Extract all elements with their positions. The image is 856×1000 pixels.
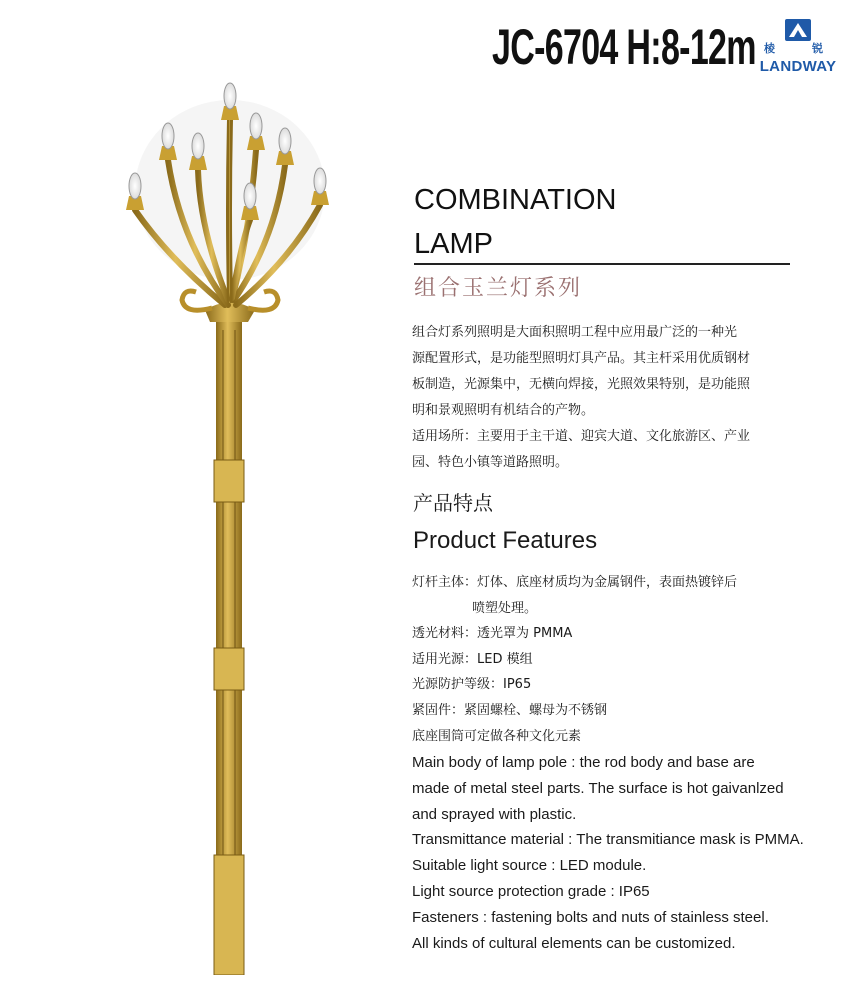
spec-line-en: Fasteners : fastening bolts and nuts of stainless steel. <box>412 908 769 926</box>
product-title-cn: 组合玉兰灯系列 <box>414 276 583 301</box>
spec-line-en: Transmittance material : The transmitiance mask is PMMA. <box>412 831 804 849</box>
features-heading-en: Product Features <box>413 527 598 554</box>
product-title-en <box>414 178 616 266</box>
product-intro <box>412 320 804 476</box>
model-title: JC-6704 H:8-12m <box>492 19 756 75</box>
spec-list-cn <box>412 570 852 749</box>
spec-line-en: Suitable light source : LED module. <box>412 857 647 875</box>
intro-line: 园、特色小镇等道路照明。 <box>412 455 569 470</box>
title-divider <box>414 263 790 265</box>
logo-cn-right: 锐 <box>812 42 823 55</box>
spec-line: 光源防护等级：IP65 <box>412 677 532 693</box>
spec-line-en: made of metal steel parts. The surface is hot gaivanlzed <box>412 779 784 797</box>
product-title-en-line1: COMBINATION <box>414 184 617 216</box>
spec-line-en: Light source protection grade : IP65 <box>412 882 650 900</box>
brand-logo <box>752 18 844 76</box>
spec-line-en: and sprayed with plastic. <box>412 805 577 823</box>
spec-line: 紧固件：紧固螺栓、螺母为不锈钢 <box>412 702 608 718</box>
spec-line: 底座围筒可定做各种文化元素 <box>412 728 582 744</box>
spec-line-en: All kinds of cultural elements can be customized. <box>412 934 736 952</box>
lamp-product-image <box>110 60 350 975</box>
features-heading-cn: 产品特点 <box>413 491 493 515</box>
spec-line-en: Main body of lamp pole : the rod body and base are <box>412 754 755 771</box>
intro-line: 适用场所：主要用于主干道、迎宾大道、文化旅游区、产业 <box>412 429 751 444</box>
intro-line: 组合灯系列照明是大面积照明工程中应用最广泛的一种光 <box>412 325 738 340</box>
spec-line: 灯杆主体：灯体、底座材质均为金属钢件，表面热镀锌后 <box>412 575 738 590</box>
logo-cn-left: 棱 <box>764 42 775 55</box>
product-title-en-line2: LAMP <box>414 228 493 260</box>
intro-line: 源配置形式，是功能型照明灯具产品。其主杆采用优质钢材 <box>412 351 751 366</box>
spec-line: 适用光源：LED 模组 <box>412 651 533 667</box>
spec-line: 透光材料：透光罩为 PMMA <box>412 626 573 642</box>
intro-line: 板制造，光源集中，无横向焊接，光照效果特别，是功能照 <box>412 377 751 392</box>
triangle-mountain-logo-icon <box>752 18 844 42</box>
spec-list-en <box>412 750 852 956</box>
logo-brand-text: LANDWAY <box>759 58 837 75</box>
intro-line: 明和景观照明有机结合的产物。 <box>412 403 595 418</box>
spec-line: 喷塑处理。 <box>472 600 538 616</box>
